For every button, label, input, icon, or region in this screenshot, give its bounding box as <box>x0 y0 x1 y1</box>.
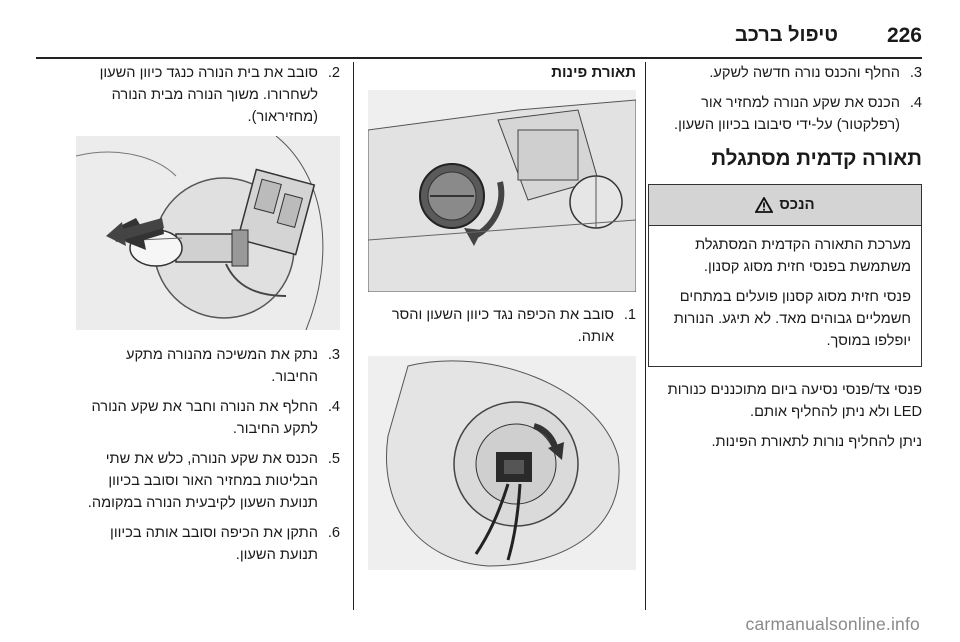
steps-list-top <box>76 62 340 128</box>
figure-cornering-light-cap <box>368 90 636 292</box>
column-middle <box>368 62 636 570</box>
step-item: .6 התקן את הכיפה וסובב אותה בכיוון תנועת השעון. <box>110 525 340 563</box>
warning-box <box>648 184 922 367</box>
step-item: .3 נתק את המשיכה מהנורה מתקע החיבור. <box>125 347 340 385</box>
warning-title: הנכס <box>779 196 815 213</box>
bulb-removal-illustration <box>76 136 340 330</box>
body-paragraph: פנסי צד/פנסי נסיעה ביום מתוכננים כנורות LED ולא ניתן להחליף אותם. <box>667 382 922 420</box>
step-item: .4 הכנס את שקע הנורה למחזיר אור (רפלקטור) על-ידי סיבובו בכיוון השעון. <box>674 95 922 133</box>
header-rule <box>36 57 922 59</box>
figure-bulb-removal <box>76 136 340 330</box>
body-paragraph: ניתן להחליף נורות לתאורת הפינות. <box>711 434 922 450</box>
column-divider-left <box>353 62 354 610</box>
warning-paragraph: מערכת התאורה הקדמית המסתגלת משתמשת בפנסי חזית מסוג קסנון. <box>695 237 911 275</box>
warning-body <box>649 226 921 366</box>
section-title-adaptive-lights: תאורה קדמית מסתגלת <box>711 147 922 170</box>
step-item: .5 הכנס את שקע הנורה, כלש את שתי הבליטות במחזיר האור וסובב בכיוון תנועת השעון לקיבעית הנורה במקומה. <box>87 451 340 511</box>
column-right <box>648 62 922 461</box>
column-left <box>76 62 340 574</box>
bulb-socket-illustration <box>368 356 636 570</box>
page-header <box>0 18 960 54</box>
step-item: .1 סובב את הכיפה נגד כיוון השעון והסר אותה. <box>391 307 636 345</box>
step-item: .2 סובב את בית הנורה כנגד כיוון השעון לשחרורו. משוך הנורה מבית הנורה (מחזיראור). <box>99 65 340 125</box>
warning-paragraph: פנסי חזית מסוג קסנון פועלים במתחים חשמליים גבוהים מאד. לא תיגע. הנורות יופלפו במוסך. <box>673 289 911 349</box>
step-item: .4 החלף את הנורה וחבר את שקע הנורה לתקע החיבור. <box>91 399 340 437</box>
warning-header <box>649 185 921 226</box>
warning-triangle-icon <box>755 197 773 213</box>
steps-list-bottom <box>76 344 340 566</box>
steps-list-continued <box>648 62 922 136</box>
page-number: 226 <box>886 24 922 47</box>
steps-list-cornering <box>368 304 636 348</box>
watermark-link[interactable]: carmanualsonline.info <box>745 614 920 634</box>
column-divider-right <box>645 62 646 610</box>
headlamp-housing-illustration <box>368 90 636 292</box>
figure-bulb-socket <box>368 356 636 570</box>
section-title-cornering-lights: תאורת פינות <box>551 64 636 81</box>
page-title: טיפול ברכב <box>734 24 838 46</box>
step-item: .3 החלף והכנס נורה חדשה לשקע. <box>709 65 922 81</box>
